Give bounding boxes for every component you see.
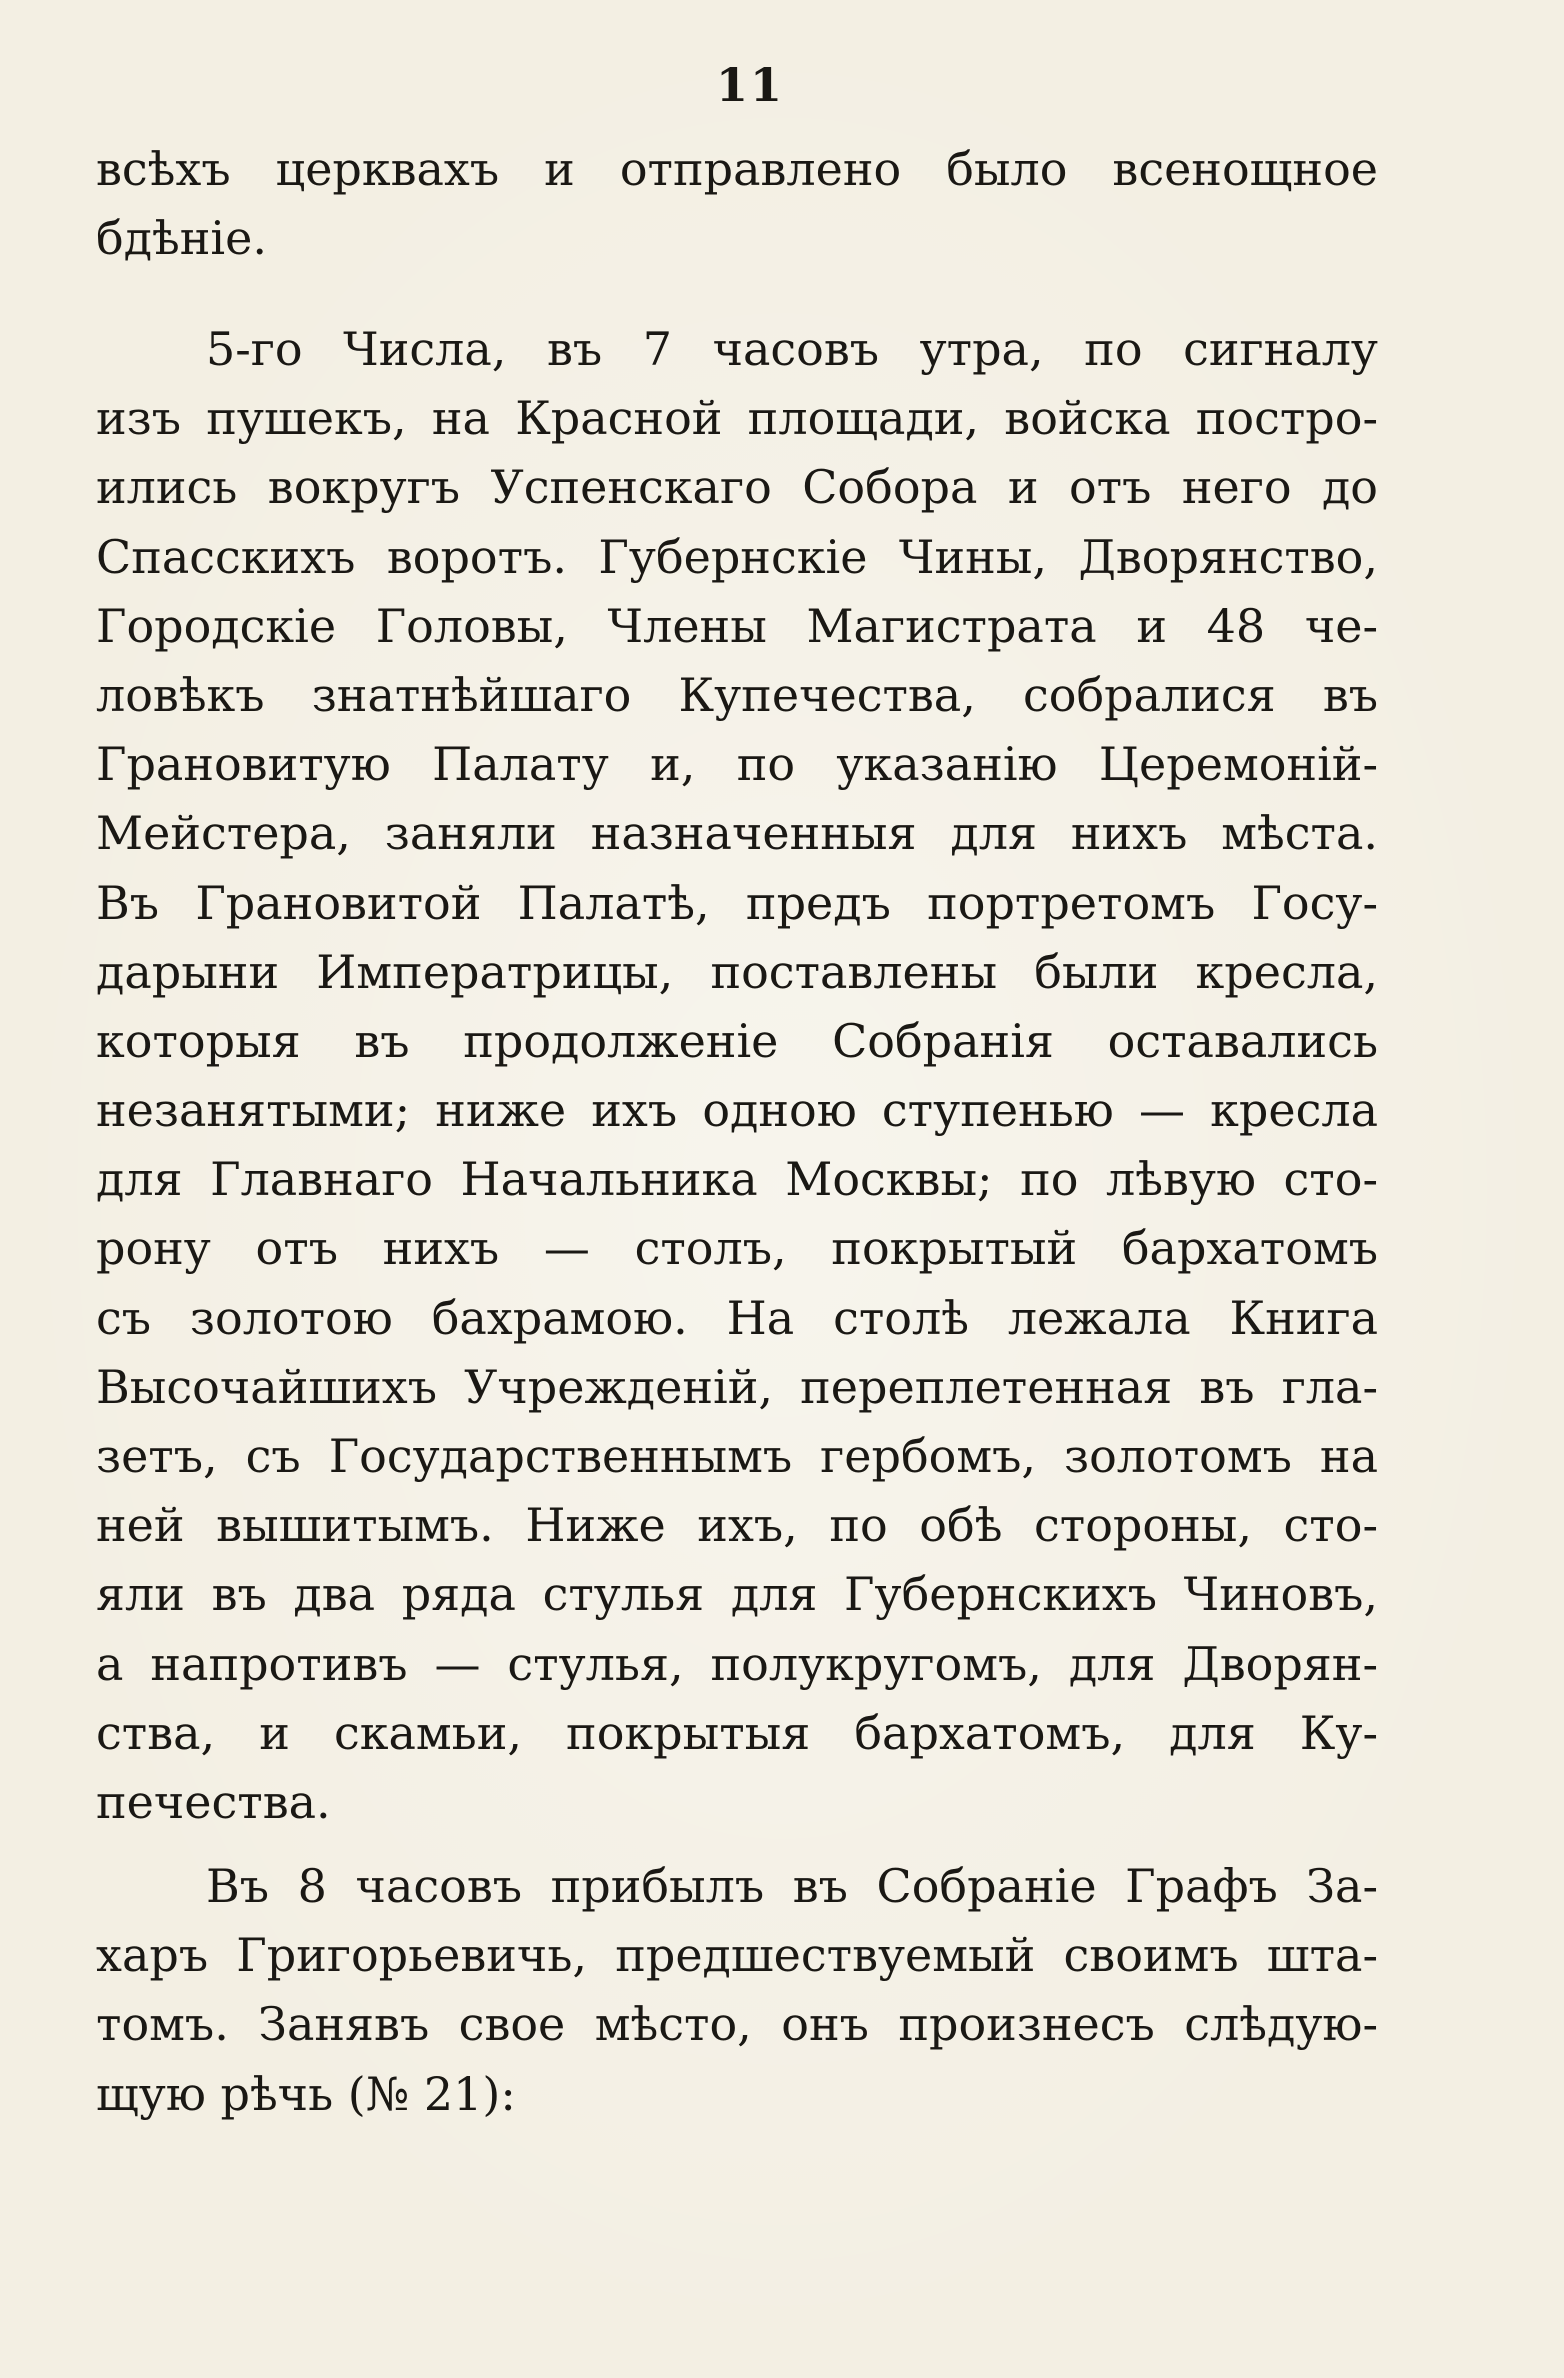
- text-line: ства, и скамьи, покрытыя бархатомъ, для Ку-: [96, 1705, 1378, 1760]
- paragraph-1: [96, 135, 1378, 273]
- text-line: Высочайшихъ Учрежденій, переплетенная въ гла-: [96, 1359, 1378, 1414]
- text-line: Спасскихъ воротъ. Губернскіе Чины, Дворянство,: [96, 529, 1378, 584]
- text-line: съ золотою бахрамою. На столѣ лежала Книга: [96, 1290, 1378, 1345]
- text-line: печества.: [96, 1774, 331, 1829]
- paragraph-2: [96, 315, 1378, 1837]
- text-line: Въ Грановитой Палатѣ, предъ портретомъ Госу-: [96, 875, 1378, 930]
- text-line: ились вокругъ Успенскаго Собора и отъ него до: [96, 460, 1378, 515]
- text-line: дарыни Императрицы, поставлены были кресла,: [96, 944, 1378, 999]
- text-line: Въ 8 часовъ прибылъ въ Собраніе Графъ За-: [206, 1859, 1378, 1913]
- text-line: ловѣкъ знатнѣйшаго Купечества, собралися въ: [96, 667, 1378, 722]
- text-line: рону отъ нихъ — столъ, покрытый бархатомъ: [96, 1221, 1378, 1276]
- paragraph-3: [96, 1852, 1378, 2129]
- text-line: щую рѣчь (№ 21):: [96, 2066, 516, 2121]
- text-line: изъ пушекъ, на Красной площади, войска постро-: [96, 391, 1378, 446]
- text-line: для Главнаго Начальника Москвы; по лѣвую сто-: [96, 1152, 1378, 1207]
- text-line: бдѣніе.: [96, 211, 267, 266]
- text-line: Грановитую Палату и, по указанію Церемоній-: [96, 737, 1378, 792]
- text-line: Мейстера, заняли назначенныя для нихъ мѣста.: [96, 806, 1378, 861]
- page-number: 11: [715, 58, 784, 112]
- text-line: зетъ, съ Государственнымъ гербомъ, золотомъ на: [96, 1429, 1378, 1483]
- text-line: 5-го Числа, въ 7 часовъ утра, по сигналу: [206, 322, 1378, 376]
- text-line: ней вышитымъ. Ниже ихъ, по обѣ стороны, сто-: [96, 1498, 1378, 1553]
- text-line: которыя въ продолженіе Собранія оставались: [96, 1013, 1378, 1068]
- text-line: томъ. Занявъ свое мѣсто, онъ произнесъ слѣдую-: [96, 1997, 1378, 2052]
- text-line: Городскіе Головы, Члены Магистрата и 48 че-: [96, 598, 1378, 653]
- text-line: харъ Григорьевичь, предшествуемый своимъ шта-: [96, 1928, 1378, 1983]
- text-line: всѣхъ церквахъ и отправлено было всенощное: [96, 142, 1378, 196]
- text-line: незанятыми; ниже ихъ одною ступенью — кресла: [96, 1083, 1378, 1138]
- text-line: а напротивъ — стулья, полукругомъ, для Дворян-: [96, 1636, 1378, 1691]
- text-line: яли въ два ряда стулья для Губернскихъ Чиновъ,: [96, 1567, 1378, 1622]
